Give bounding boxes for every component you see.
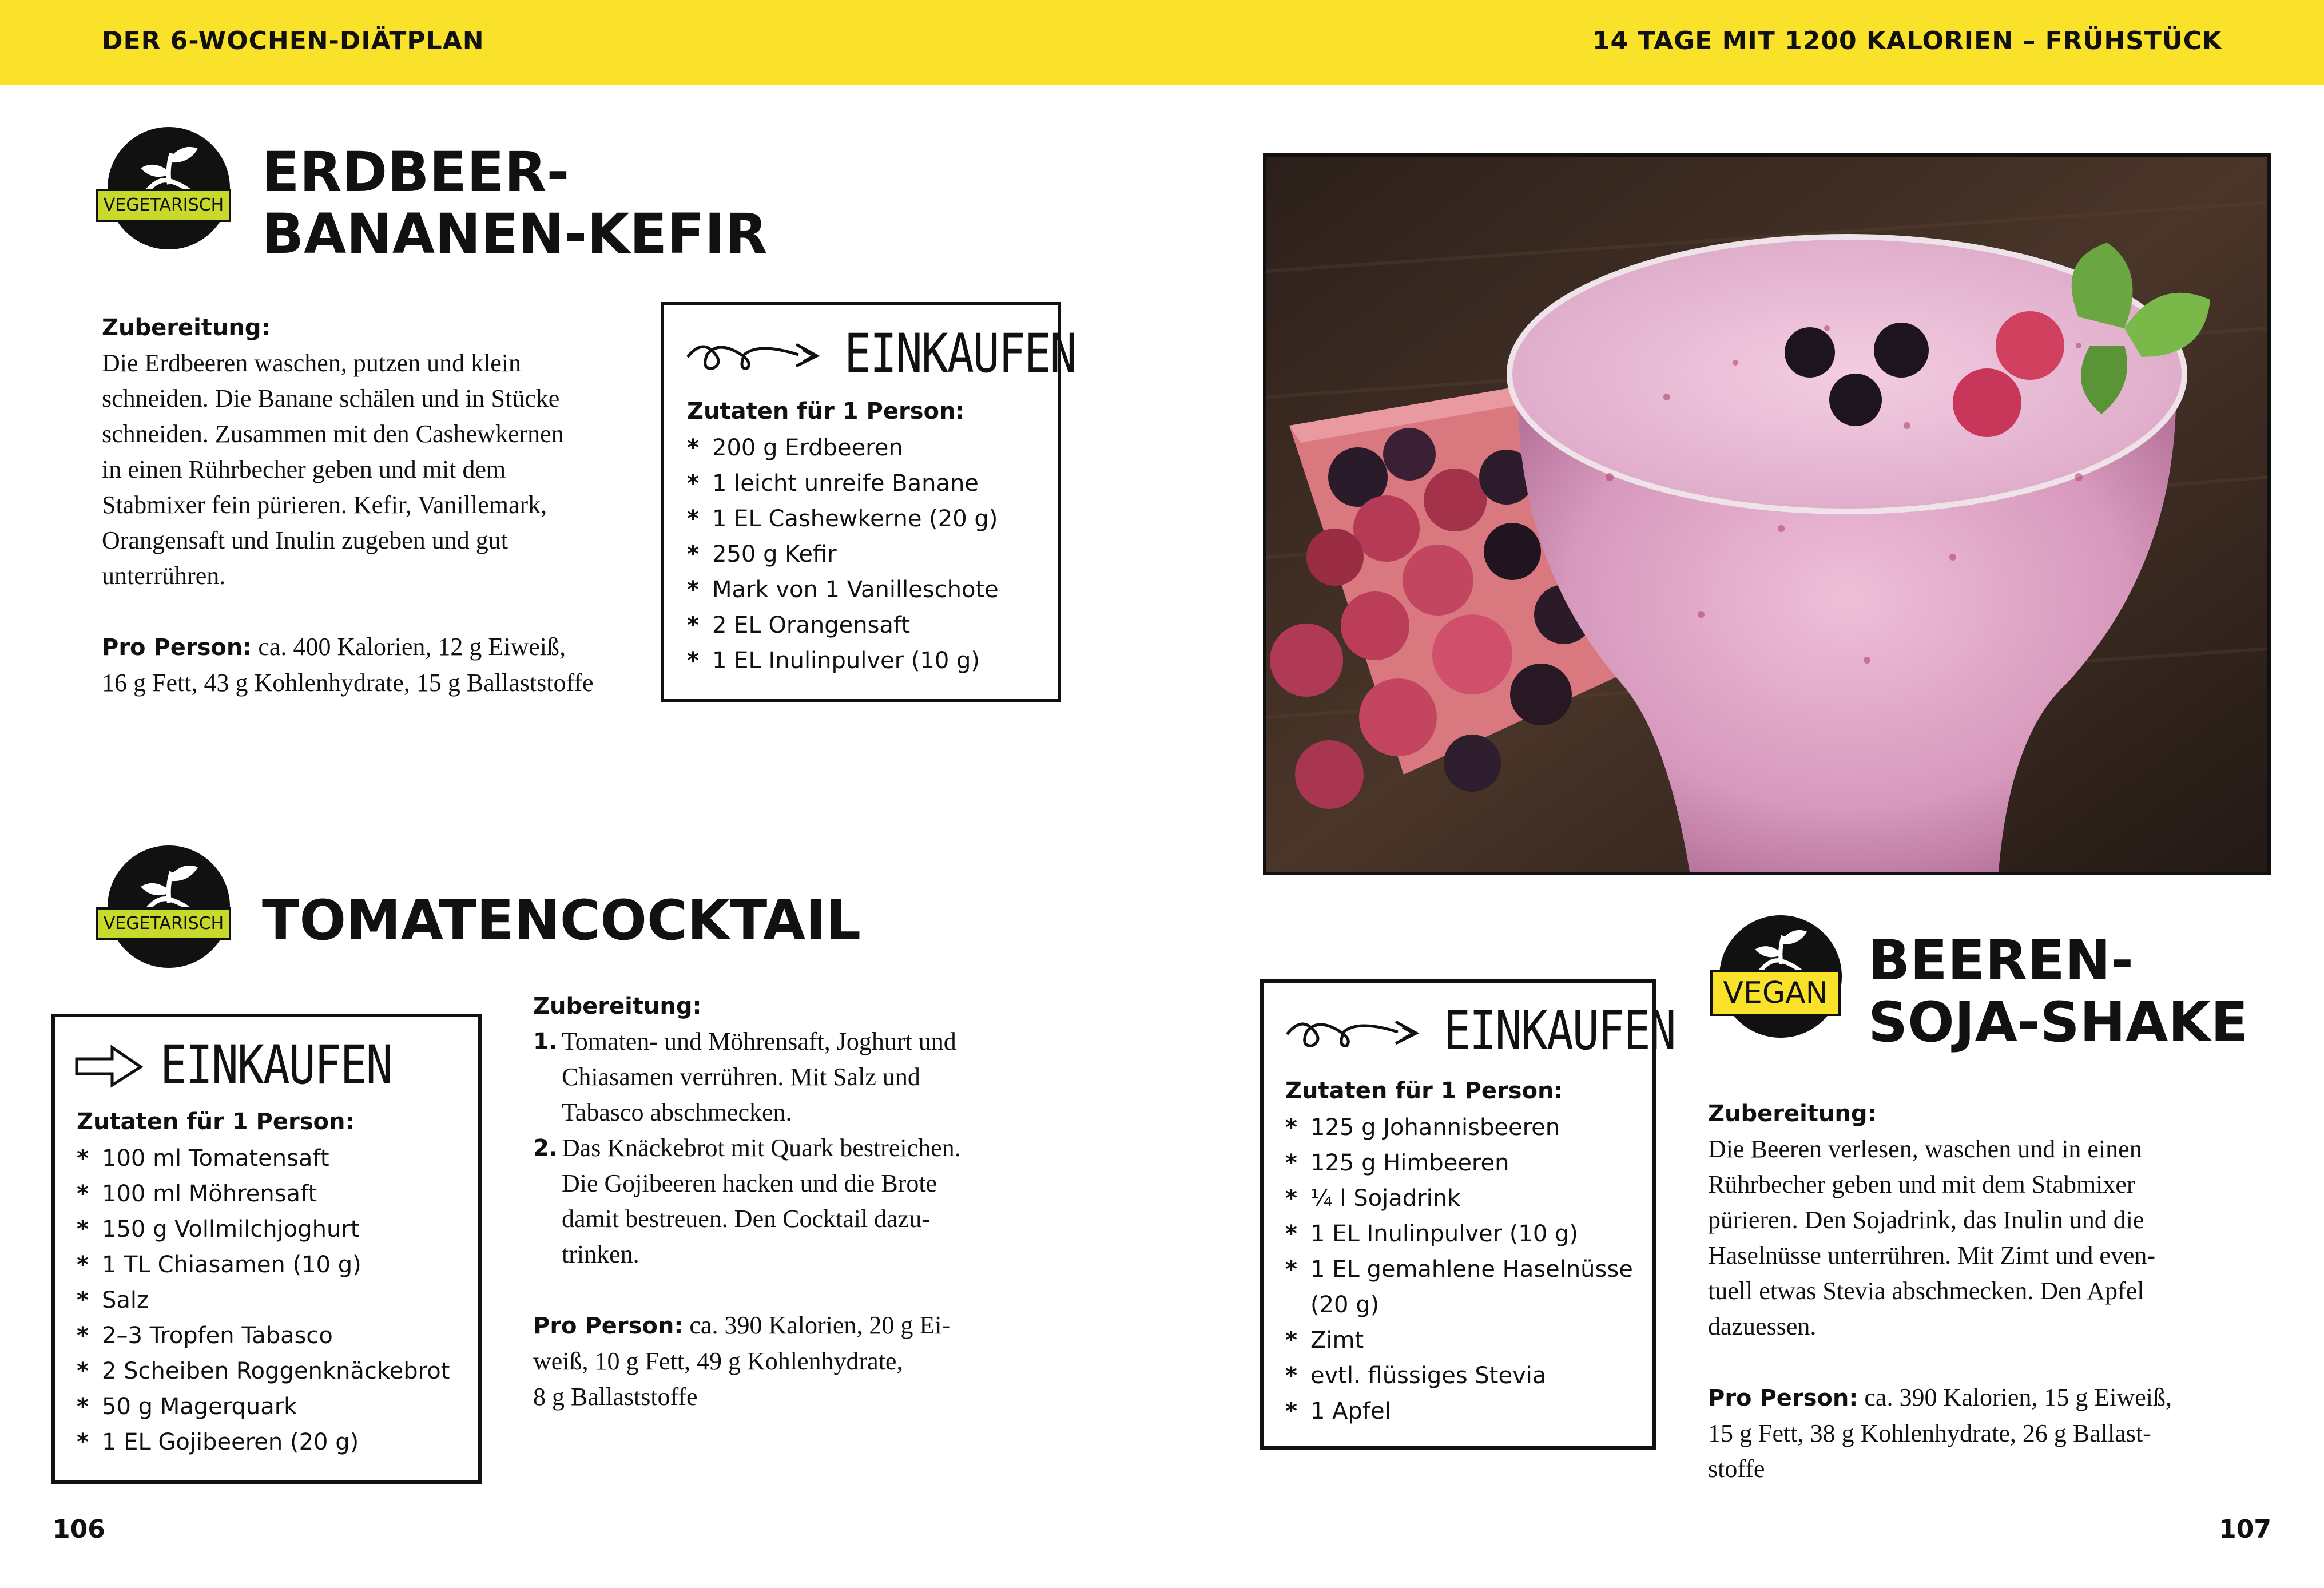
list-item: * 1 EL Inulinpulver (10 g) [1285,1221,1579,1247]
header-bar [0,0,2324,85]
list-item: * 1 EL gemahlene Haselnüsse [1285,1256,1633,1283]
list-item: * 2–3 Tropfen Tabasco [77,1323,333,1349]
list-item: * Salz [77,1287,149,1313]
smoothie-illustration [1266,157,2267,872]
list-item: * 100 ml Möhrensaft [77,1181,317,1207]
step-2: 2. Das Knäckebrot mit Quark bestreichen. Die Gojibeeren hacken und die Brote damit bestreuen. Den Cocktail dazu- trinken. [533,1134,961,1268]
recipe-title: ERDBEER- BANANEN-KEFIR [262,140,768,266]
list-item: * 1 EL Gojibeeren (20 g) [77,1429,359,1455]
ingredient-list [77,1141,450,1460]
list-item: * evtl. flüssiges Stevia [1285,1363,1547,1389]
badge-label: VEGAN [1710,970,1841,1016]
recipe-title: TOMATENCOCKTAIL [262,888,861,952]
preparation-text: Zubereitung: 1. Tomaten- und Möhrensaft, Joghurt und Chiasamen verrühren. Mit Salz und Tabasco abschmecken. 2. Das Knäckebrot mit Quark bestreichen. Die Gojibeeren hacken und die Brote damit bestreuen. Den Cocktail dazu- trinken. Pro Person: ca. 390 Kalorien, 20 g Ei- weiß, 10 g Fett, 49 g Kohlenhydrate, 8 g Ballaststoffe [533,988,1048,1415]
smoothie-photo [1263,153,2271,875]
shopping-list-box [51,1014,482,1484]
list-item: * 250 g Kefir [687,541,837,567]
arrow-icon [72,1043,146,1089]
list-item: * 2 Scheiben Roggenknäckebrot [77,1358,450,1384]
preparation-text: Zubereitung: Die Erdbeeren waschen, putzen und klein schneiden. Die Banane schälen und in Stücke schneiden. Zusammen mit den Cashewkernen in einen Rührbecher geben und mit dem Stabmixer fein pürieren. Kefir, Vanillemark, Orangensaft und Inulin zugeben und gut unterrühren. Pro Person: ca. 400 Kalorien, 12 g Eiweiß, 16 g Fett, 43 g Kohlenhydrate, 15 g Ballaststoffe [102,310,674,701]
list-item: (20 g) [1310,1292,1380,1318]
preparation-heading: Zubereitung: [533,993,702,1019]
shopping-heading: EINKAUFEN [844,323,1076,385]
badge-label: VEGETARISCH [96,189,231,222]
vegetarian-badge [96,845,233,977]
list-item: * 1 Apfel [1285,1398,1391,1424]
header-left-title: DER 6-WOCHEN-DIÄTPLAN [102,26,484,55]
list-item: * 150 g Vollmilchjoghurt [77,1216,360,1242]
ingredients-subtitle: Zutaten für 1 Person: [687,398,965,424]
shopping-heading: EINKAUFEN [160,1035,392,1097]
list-item: * 125 g Johannisbeeren [1285,1114,1560,1141]
shopping-list-box [661,302,1076,702]
ingredient-list [687,430,999,678]
list-item: * ¼ l Sojadrink [1285,1185,1461,1212]
list-item: * Mark von 1 Vanilleschote [687,577,999,603]
shopping-heading: EINKAUFEN [1444,1001,1675,1062]
ingredient-list [1285,1110,1633,1429]
list-item: * 1 TL Chiasamen (10 g) [77,1252,361,1278]
list-item: * 50 g Magerquark [77,1394,297,1420]
badge-label: VEGETARISCH [96,907,231,940]
list-item: * 2 EL Orangensaft [687,612,910,638]
preparation-heading: Zubereitung: [102,315,271,341]
swirl-arrow-icon [1284,1006,1432,1057]
nutrition-info: Pro Person: ca. 390 Kalorien, 15 g Eiweiß, [1708,1383,2172,1411]
step-1: 1. Tomaten- und Möhrensaft, Joghurt und Chiasamen verrühren. Mit Salz und Tabasco abschmecken. [533,1027,956,1126]
list-item: * 200 g Erdbeeren [687,435,903,461]
page-number-right: 107 [2219,1515,2271,1544]
list-item: * 1 leicht unreife Banane [687,470,979,497]
vegan-badge [1708,915,1845,1047]
list-item: * 1 EL Inulinpulver (10 g) [687,648,980,674]
list-item: * 100 ml Tomatensaft [77,1145,329,1172]
shopping-list-box [1260,979,1675,1450]
preparation-text: Zubereitung: Die Beeren verlesen, waschen und in einen Rührbecher geben und mit dem Stabmixer pürieren. Den Sojadrink, das Inulin und die Haselnüsse unterrühren. Mit Zimt und even- tuell etwas Stevia abschmecken. Den Apfel dazuessen. Pro Person: ca. 390 Kalorien, 15 g Eiweiß, 15 g Fett, 38 g Kohlenhydrate, 26 g Ballast- stoffe [1708,1096,2280,1487]
preparation-heading: Zubereitung: [1708,1101,1877,1127]
swirl-arrow-icon [684,328,833,380]
list-item: * 1 EL Cashewkerne (20 g) [687,506,998,532]
list-item: * Zimt [1285,1327,1364,1353]
nutrition-info: Pro Person: ca. 390 Kalorien, 20 g Ei- [533,1311,951,1339]
list-item: * 125 g Himbeeren [1285,1150,1509,1176]
ingredients-subtitle: Zutaten für 1 Person: [77,1109,355,1135]
ingredients-subtitle: Zutaten für 1 Person: [1285,1078,1563,1104]
header-right-title: 14 TAGE MIT 1200 KALORIEN – FRÜHSTÜCK [1592,26,2222,55]
vegetarian-badge [96,127,233,259]
recipe-title: BEEREN- SOJA-SHAKE [1868,928,2248,1054]
nutrition-info: Pro Person: ca. 400 Kalorien, 12 g Eiweiß, [102,633,566,661]
page-number-left: 106 [53,1515,105,1544]
